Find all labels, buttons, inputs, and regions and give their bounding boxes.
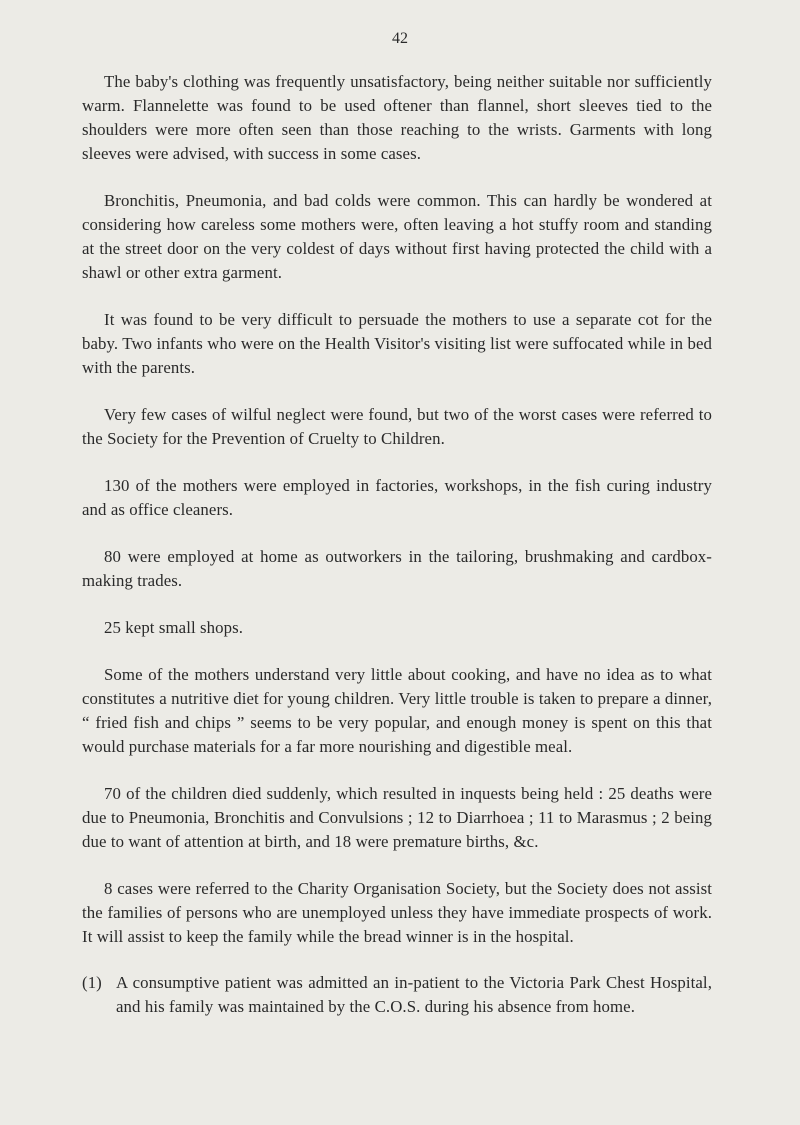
- page-body: [82, 70, 712, 1019]
- paragraph-wilful-neglect: Very few cases of wilful neglect were found, but two of the worst cases were referred to the Society for the Prevention of Cruelty to Children.: [82, 405, 712, 448]
- list-item-number: (1): [82, 973, 102, 992]
- paragraph-outworkers: 80 were employed at home as outworkers in the tailoring, brushmaking and cardbox-making trades.: [82, 547, 712, 590]
- paragraph-cooking: Some of the mothers understand very little about cooking, and have no idea as to what constitutes a nutritive diet for young children. Very little trouble is taken to prepare a dinner, “ fried fish and chips ” seems to be very popular, and enough money is spent on this that would purchase materials for a far more nourishing and digestible meal.: [82, 665, 712, 756]
- paragraph-charity-organisation: 8 cases were referred to the Charity Organisation Society, but the Society does not assist the families of persons who are unemployed unless they have immediate prospects of work. It will assist to keep the family while the bread winner is in the hospital.: [82, 879, 712, 946]
- paragraph-bronchitis: Bronchitis, Pneumonia, and bad colds were common. This can hardly be wondered at considering how careless some mothers were, often leaving a hot stuffy room and standing at the street door on the very coldest of days without first having protected the child with a shawl or other extra garment.: [82, 191, 712, 282]
- list-item-text: A consumptive patient was admitted an in-patient to the Victoria Park Chest Hospital, and his family was maintained by the C.O.S. during his absence from home.: [116, 973, 712, 1016]
- paragraph-small-shops: 25 kept small shops.: [104, 618, 244, 637]
- numbered-list-item: [82, 971, 712, 1019]
- paragraph-mothers-employed: 130 of the mothers were employed in factories, workshops, in the fish curing industry and as office cleaners.: [82, 476, 712, 519]
- page-number: 42: [392, 30, 408, 47]
- paragraph-separate-cot: It was found to be very difficult to persuade the mothers to use a separate cot for the baby. Two infants who were on the Health Visitor's visiting list were suffocated while in bed with the parents.: [82, 310, 712, 377]
- paragraph-baby-clothing: The baby's clothing was frequently unsatisfactory, being neither suitable nor sufficiently warm. Flannelette was found to be used oftener than flannel, short sleeves tied to the shoulders were more often seen than those reaching to the wrists. Garments with long sleeves were advised, with success in some cases.: [82, 72, 712, 163]
- paragraph-inquests: 70 of the children died suddenly, which resulted in inquests being held : 25 deaths were due to Pneumonia, Bronchitis and Convulsions ; 12 to Diarrhoea ; 11 to Marasmus ; 2 being due to want of attention at birth, and 18 were premature births, &c.: [82, 784, 712, 851]
